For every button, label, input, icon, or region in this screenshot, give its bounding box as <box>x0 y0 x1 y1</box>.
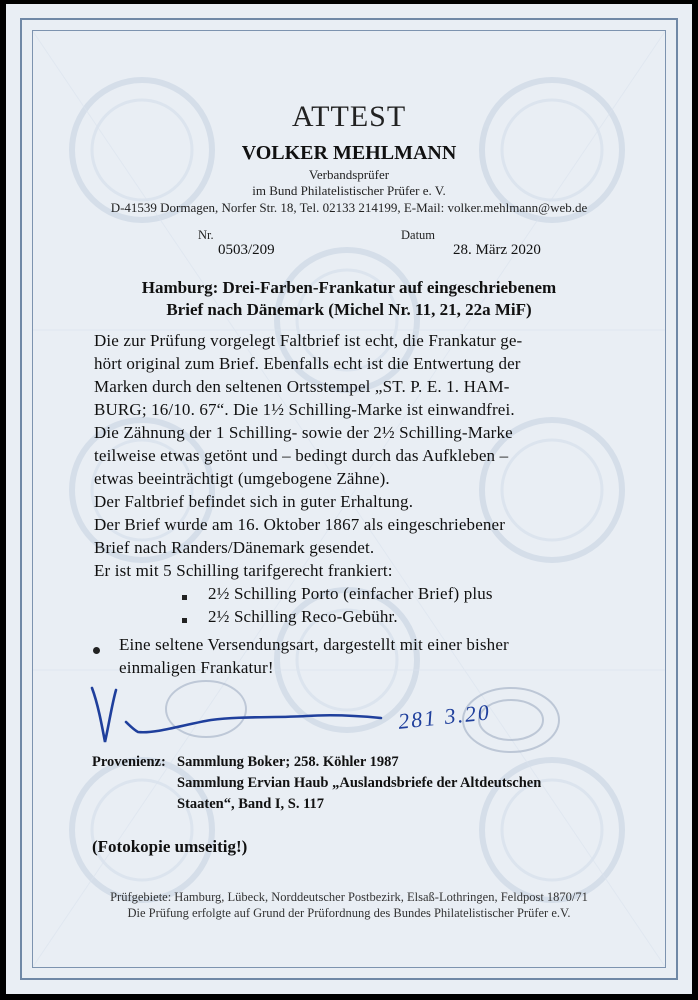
photocopy-note: (Fotokopie umseitig!) <box>92 837 248 856</box>
footer-test-areas: Prüfgebiete: Hamburg, Lübeck, Norddeutscher Postbezirk, Elsaß-Lothringen, Feldpost 1870/71 <box>110 890 588 904</box>
body-line: etwas beeinträchtigt (umgebogene Zähne). <box>94 469 390 488</box>
certificate-sheet <box>6 4 692 994</box>
handwritten-signature <box>92 688 381 742</box>
handwritten-note: 281 3.20 <box>396 699 492 734</box>
examiner-address: D-41539 Dormagen, Norfer Str. 18, Tel. 02133 214199, E-Mail: volker.mehlmann@web.de <box>110 200 588 215</box>
number-label: Nr. <box>198 228 214 242</box>
certificate-number: 0503/209 <box>218 242 275 258</box>
provenance-line-3: Staaten“, Band I, S. 117 <box>177 796 325 812</box>
body-line: Die Zähnung der 1 Schilling- sowie der 2½ Schilling-Marke <box>94 423 513 442</box>
postage-item: 2½ Schilling Reco-Gebühr. <box>208 607 398 626</box>
body-line: Die zur Prüfung vorgelegt Faltbrief ist echt, die Frankatur ge- <box>94 331 523 350</box>
certificate-date: 28. März 2020 <box>453 242 541 258</box>
round-bullet-icon <box>93 647 100 654</box>
postage-item: 2½ Schilling Porto (einfacher Brief) plus <box>208 584 493 603</box>
body-line: BURG; 16/10. 67“. Die 1½ Schilling-Marke ist einwandfrei. <box>94 400 515 419</box>
certificate-title: ATTEST <box>291 100 407 133</box>
date-label: Datum <box>401 228 436 242</box>
subject-line-1: Hamburg: Drei-Farben-Frankatur auf eingeschriebenem <box>141 278 557 297</box>
provenance-label: Provenienz: <box>92 754 166 770</box>
body-line: Marken durch den seltenen Ortsstempel „ST. P. E. 1. HAM- <box>94 377 510 396</box>
body-line: teilweise etwas getönt und – bedingt durch das Aufkleben – <box>94 446 509 465</box>
body-line: Der Brief wurde am 16. Oktober 1867 als eingeschriebener <box>94 515 506 534</box>
provenance-line-2: Sammlung Ervian Haub „Auslandsbriefe der Altdeutschen <box>177 775 542 791</box>
highlight-line-2: einmaligen Frankatur! <box>119 658 274 677</box>
examiner-stamp <box>166 681 559 752</box>
examiner-role: Verbandsprüfer <box>308 167 390 182</box>
body-line: Der Faltbrief befindet sich in guter Erhaltung. <box>94 492 414 511</box>
certificate-content <box>6 4 692 994</box>
body-line: hört original zum Brief. Ebenfalls echt ist die Entwertung der <box>94 354 521 373</box>
square-bullet-icon <box>182 618 187 623</box>
examiner-name: VOLKER MEHLMANN <box>241 142 457 164</box>
square-bullet-icon <box>182 595 187 600</box>
footer-regulation: Die Prüfung erfolgte auf Grund der Prüfordnung des Bundes Philatelistischer Prüfer e.V. <box>127 906 571 920</box>
subject-line-2: Brief nach Dänemark (Michel Nr. 11, 21, 22a MiF) <box>166 300 532 319</box>
body-line: Brief nach Randers/Dänemark gesendet. <box>94 538 375 557</box>
body-line: Er ist mit 5 Schilling tarifgerecht frankiert: <box>94 561 393 580</box>
highlight-line-1: Eine seltene Versendungsart, dargestellt mit einer bisher <box>119 635 509 654</box>
provenance-line-1: Sammlung Boker; 258. Köhler 1987 <box>177 754 399 770</box>
examiner-association: im Bund Philatelistischer Prüfer e. V. <box>252 183 446 198</box>
